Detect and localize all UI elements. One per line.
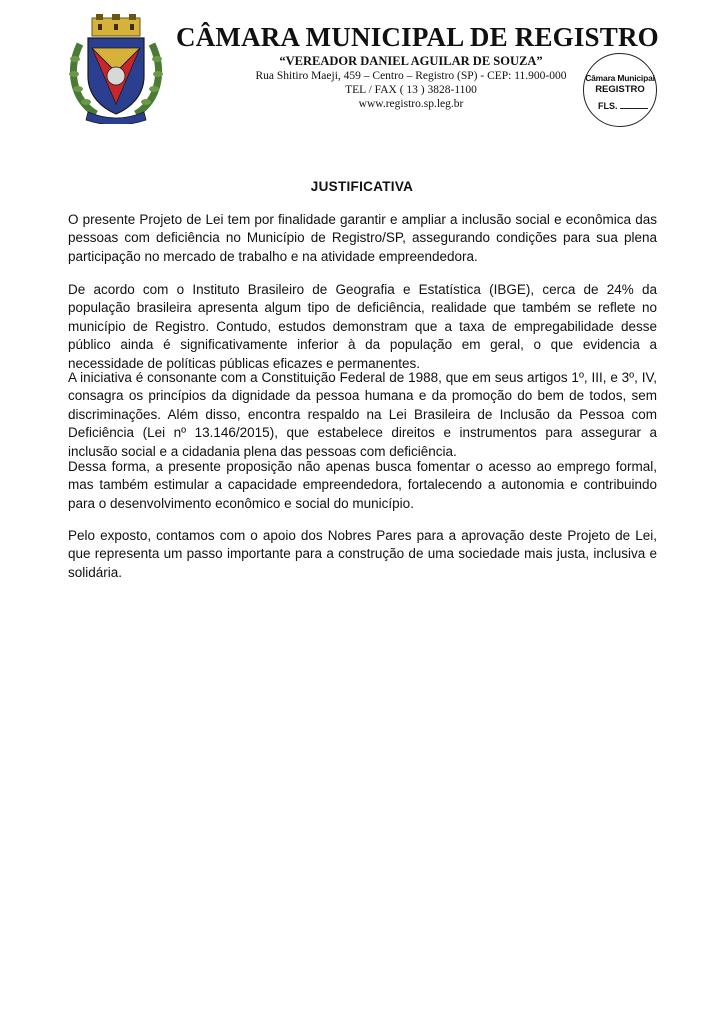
stamp-line-2: REGISTRO [595, 84, 645, 95]
stamp-fls-label: FLS. [598, 101, 618, 111]
letterhead [176, 22, 659, 111]
paragraph-1: O presente Projeto de Lei tem por finalidade garantir e ampliar a inclusão social e econômica das pessoas com deficiência no Município de Registro/SP, assegurando condições para sua plena participação no mercado de trabalho e na atividade empreendedora. [68, 212, 657, 264]
document-title: JUSTIFICATIVA [310, 179, 414, 194]
coat-of-arms-icon [66, 14, 166, 124]
paragraph-4: Dessa forma, a presente proposição não apenas busca fomentar o acesso ao emprego formal, mas também estimular a capacidade empreendedora, fortalecendo a autonomia e contribuindo para o desenvolvimento econômico e social do município. [68, 459, 657, 511]
stamp-line-1: Câmara Municipal [585, 73, 655, 83]
paragraph-2: De acordo com o Instituto Brasileiro de Geografia e Estatística (IBGE), cerca de 24% da população brasileira apresenta algum tipo de deficiência, realidade que também se reflete no município de Registro. Contudo, estudos demonstram que a taxa de empregabilidade desse público ainda é significativamente inferior à da população em geral, o que evidencia a necessidade de políticas públicas eficazes e permanentes. [68, 282, 657, 371]
institution-address: Rua Shitiro Maeji, 459 – Centro – Registro (SP) - CEP: 11.900-000 [255, 70, 567, 82]
institution-subtitle: “VEREADOR DANIEL AGUILAR DE SOUZA” [279, 54, 543, 68]
page-number-stamp [583, 53, 657, 127]
paragraph-3: A iniciativa é consonante com a Constituição Federal de 1988, que em seus artigos 1º, III, e 3º, IV, consagra os princípios da dignidade da pessoa humana e da promoção do bem de todos, sem discriminações. Além disso, encontra respaldo na Lei Brasileira de Inclusão da Pessoa com Deficiência (Lei nº 13.146/2015), que estabelece direitos e instrumentos para assegurar a inclusão social e a cidadania plena das pessoas com deficiência. [68, 370, 657, 459]
institution-website: www.registro.sp.leg.br [358, 98, 464, 110]
paragraph-5: Pelo exposto, contamos com o apoio dos Nobres Pares para a aprovação deste Projeto de Lei, que representa um passo importante para a construção de uma sociedade mais justa, inclusiva e solidária. [68, 528, 657, 580]
institution-title: CÂMARA MUNICIPAL DE REGISTRO [176, 22, 659, 52]
stamp-line-3 [598, 101, 648, 111]
institution-phone: TEL / FAX ( 13 ) 3828-1100 [345, 84, 477, 96]
